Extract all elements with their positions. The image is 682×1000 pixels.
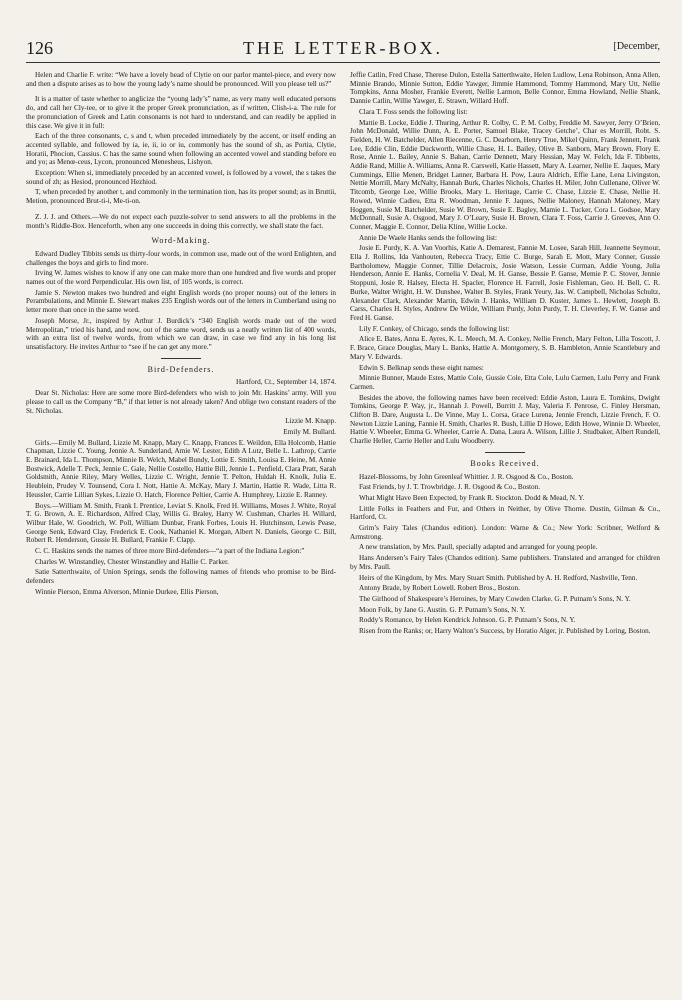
columns [26, 71, 660, 638]
book-entry: Little Folks in Feathers and Fur, and Others in Neither, by Olive Thorne. Dustin, Gilman & Co., Hartford, Ct. [350, 504, 660, 522]
paragraph: Besides the above, the following names have been received: Eddie Aston, Laura E. Tomkins, Dwight Tomkins, George P. Way, jr., Hannah J. Powell, Burritt J. May, Valeria F. Penrose, C. Finley Hersman, Clifton B. Dare, Augusta L. De Vinne, May L. Corsa, Grace Lurena, Jennie French, Lizzie French, F. O. Newton Lizzie Laning, Fannie H. Smith, Charles R. Bush, Lillie D Howe, Edith Howe, Winnie D. Wheeler, Hattie V. Wheeler, Emma G. Wheeler, Carrie A. Dana, Laura A. Wilson, Lillie J. Studbaker, Albert Rundell, Charlie Heller, Carrie Heller and Lulu Woodberry. [350, 393, 660, 446]
paragraph: Clara T. Foss sends the following list: [359, 107, 468, 116]
book-entry: Grim’s Fairy Tales (Chandos edition). London: Warne & Co.; New York: Scribner, Welford & Armstrong. [350, 524, 660, 541]
section-heading-books-received: Books Received. [470, 458, 540, 468]
signature: Lizzie M. Knapp. [285, 417, 336, 426]
paragraph: Jeffie Catlin, Fred Chase, Therese Dulon, Estella Satterthwaite, Helen Ludlow, Lena Robinson, Anna Allen, Minnie Brando, Minnie Sutton, Eddie Yawger, Jimmie Hammond, Tommy Hammond, Mary Utt, Nellie Tompkins, Anna Mosher, Frankie Everett, Nellie Larmon, Belle Connor, Emma Howland, Nellie Shank, Dannie Catlin, Willie Yawger, E. Strawn, Willard Hoff. [350, 71, 660, 106]
paragraph: Irving W. James wishes to know if any one can make more than one hundred and five words and proper names out of the word Perpendicular. His own list, of 105 words, is correct. [26, 269, 336, 287]
paragraph: Charles W. Winstandley, Chester Winstandley and Hallie C. Parker. [35, 557, 229, 566]
left-column [26, 71, 336, 638]
paragraph: Josie E. Purdy, K. A. Van Voorhis, Katie A. Demarest, Fannie M. Losee, Sarah Hill, Jeannette Seymour, Ella J. Rollins, Ida Vanhouten, Rebecca Tracy, Ettie C. Burge, Sarah E. Mott, Mary Conner, Gussie Bartholomew, Maggie Conner, Tillie Delacroix, Josie Watson, Lessie Curman, Addie Young, Julia Henderson, Annie E. Hanks, Cornelia V. Deal, M. H. Ganse, Bessie P. Ganse, Memie P. C. Stover, Jennie Stoppuni, Josie R. Halsey, Electa H. Spacler, Florence H. Farrell, Josie Fishleman, Geo. H. Bell, C. R. Burke, Walter Wright, H. W. Dunshee, Walter B. Styles, Frank Yeury, Jas. W. Campbell, Nicholas Schultz, Alexander Clark, Alexander Martin, Edwin J. Hanks, William D. Kuster, James L. Hewlett, Joseph B. Carss, Charles H. Styles, Andrew De Wilde, William Purdy, John Purdy, T. H. Cleverley, F. W. Ganse and Fred H. Ganse. [350, 244, 660, 322]
signature: Emily M. Bullard. [283, 427, 336, 436]
paragraph: Edward Dudley Tibbits sends us thirty-four words, in common use, made out of the word Enlighten, and challenges the boys and girls to find more. [26, 249, 336, 267]
paragraph: Minnie Bunner, Maude Estes, Mattie Cole, Gussie Cole, Etta Cole, Lulu Carmen, Lulu Perry and Frank Carmen. [350, 374, 660, 391]
paragraph: Lily F. Conkey, of Chicago, sends the following list: [359, 324, 510, 333]
book-entry: Moon Folk, by Jane G. Austin. G. P. Putnam’s Sons, N. Y. [359, 605, 526, 614]
paragraph: Annie De Waele Hanks sends the following list: [359, 233, 498, 242]
paragraph: Jamie S. Newton makes two hundred and eight English words (no proper nouns) out of the letters in Perambulations, and Minnie E. Stewart makes 235 English words out of the letters in Cumberland using no letter more than once in the same word. [26, 288, 336, 315]
book-entry: Heirs of the Kingdom, by Mrs. Mary Stuart Smith. Published by A. H. Redford, Nashville, Tenn. [359, 573, 638, 582]
book-entry: Hazel-Blossoms, by John Greenleaf Whittier. J. R. Osgood & Co., Boston. [359, 472, 574, 481]
paragraph: Helen and Charlie F. write: “We have a lovely head of Clytie on our parlor mantel-piece, and every now and then a dispute arises as to how the young lady’s name should be pronounced. Will you please tell us?” [26, 71, 336, 88]
divider [485, 452, 525, 453]
paragraph: Boys.—William M. Smith, Frank I. Prentice, Leviat S. Knolk, Fred H. Williams, Moses J. White, Royal T. G. Brown, A. E. Richardson, Alfred Clay, Willis G. Braley, Harry W. Cushman, Charles H. Willard, Wilbur Hale, W. Goodrich, W. Poll, William Dunbar, Frank Forbes, Louis H. Hutchinson, Lewis Pease, George Senk, Edward Clay, Frederick E. Cook, Nathaniel K. Morgan, Albert N. Daniels, George C. Bill, Robert R. Henderson, Gussie H. Bullard, Frankie F. Clapp. [26, 501, 336, 545]
paragraph: It is a matter of taste whether to anglicize the “young lady’s” name, as very many well educated persons do, and call her Cly-tee, or to give it the proper Greek pronunciation, as if written, Clish-i-a. The rule for the pronunciation of Greek and Latin consonants is not hard to understand, and can readily be applied in this case. We give it in full: [26, 95, 336, 130]
right-column [350, 71, 660, 638]
book-entry: Risen from the Ranks; or, Harry Walton’s Success, by Horatio Alger, jr. Published by Loring, Boston. [359, 627, 651, 636]
divider [161, 358, 201, 359]
letter-date: Hartford, Ct., September 14, 1874. [235, 378, 336, 387]
book-entry: The Girlhood of Shakespeare’s Heroines, by Mary Cowden Clarke. G. P. Putnam’s Sons, N. Y. [359, 594, 631, 603]
paragraph: Girls.—Emily M. Bullard, Lizzie M. Knapp, Mary C. Knapp, Frances E. Weildon, Ella Holcomb, Hattie Chapman, Lizzie C. Young, Jennie A. Sunderland, Amie W. Lester, Edith A Lutz, Belle L. Lathrop, Carrie E. Brainard, Ida L. Thompson, Minnie B. Welch, Mabel Bundy, Lottie E. Smith, Louisa E. Heine, M. Annie Bostwick, Adelle T. Peck, Jennie C. Gale, Nellie Costello, Hattie Bill, Jennie L. Penfield, Clara Pratt, Sarah Goldsmith, Annie Riley, Mary Welles, Lizzie C. Wright, Jennie T. Pelton, Huldah H. Knolk, Julia E. Heublein, Prudey V. Tounsend, Cora I. Nott, Hattie A. McKay, Mary J. Martin, Hattie R. Wade, Litta R. Heussler, Carrie Lillian Sykes, Lizzie O. Hatch, Florence Peltier, Carrie A. Humphrey, Lizzie E. Ranney. [26, 438, 336, 499]
book-entry: Hans Andersen’s Fairy Tales (Chandos edition). Same publishers. Translated and arranged for children by Mrs. Paull. [350, 554, 660, 571]
book-entry: A new translation, by Mrs. Paull, specially adapted and arranged for young people. [359, 543, 598, 552]
paragraph: Z. J. J. and Others.—We do not expect each puzzle-solver to send answers to all the problems in the month’s Riddle-Box. Henceforth, when any one succeeds in doing this correctly, we shall state the fact. [26, 212, 336, 230]
paragraph: Edwin S. Belknap sends these eight names: [359, 363, 484, 372]
paragraph: Joseph Morse, Jr., inspired by Arthur J. Burdick’s “340 English words made out of the word Metropolitan,” tried his hand, and now, out of the same word, sends us a neatly written list of 400 words, with an extra list of twelve words, from which we can draw, in case we find any in his long list unsatisfactory. He invites Arthur to “see if he can get any more.” [26, 316, 336, 351]
paragraph: Alice E. Bates, Anna E. Ayres, K. L. Meech, M. A. Conkey, Nellie French, Mary Felton, Lilla Toscott, J. F. Brace, Grace Douglas, Mary L. Banks, Hattie A. Montgomery, S. B. Hambleton, Annie Scantlebury and Mary V. Edwards. [350, 335, 660, 361]
paragraph: Winnie Pierson, Emma Alverson, Minnie Durkee, Ellis Pierson, [35, 587, 219, 596]
paragraph: Exception: When si, immediately preceded by an accented vowel, is followed by a vowel, the s takes the sound of zh; as Hesiod, pronounced Hezhiod. [26, 169, 336, 186]
paragraph: T, when preceded by another t, and commonly in the termination tion, has its proper sound; as in Bruttii, Metion, pronounced Brut-ti-i, Me-ti-on. [26, 188, 336, 206]
page-number: 126 [26, 38, 53, 58]
paragraph: Mattie B. Locke, Eddie J. Thuring, Arthur R. Colby, C. P. M. Colby, Freddie M. Sawyer, Jerry O’Brien, John McDonald, Willie Dunn, A. E. Porter, Samuel Blake, Tracey Getche’, Char es Morrill, Robt. S. Fielden, H. W. Batchelder, Allen Riecenne, G. C. Dearborn, Henry True, Mikel Quinn, Frank Jennett, Frank Lee, Eddie Clin, Eddie Duckworth, Willie Chase, H. L. Bailey, Olive B. Sanborn, Mary Brown, Flory E. Rose, Annie L. Bailey, Annie S. Bahan, Carrie Dennett, Mary Hessian, May W. Felch, Ida F. Tibbetts, Addie Rand, Millie A. Williams, Anna R. Carswell, Katie Hassett, Mary A. Learner, Nellie E. Jaques, Mary Cummings, Ellie Menen, Bridget Lanner, Barbara H. Pow, Laura Aldrich, Effie Lane, Lena Livingston, Nettie Morrill, Mary McNalty, Hannah Burk, Charles Nichols, Charles H. Miler, John Cullenane, Oliver W. Titcomb, George Lee, Willie Brooks, Mary L. Heritage, Carrie C. Chase, Lizzie E. Chase, Nellie H. Rowed, Winnie Cadieu, Etta R. Woodman, Jennie F. Jaques, Nellie Maloney, Hannah Maloney, Mary Hoggen, Susie M. Batchelder, Susie W. Brown, Susie E. Bagley, Mamie L. Tucker, Cora L. Godsoe, Mary McDonnall, Susie A. Osgood, Mary J. O’Leary, Susie H. Brown, Clara T. Foss, Carrie J. Greeves, Ann O. Conner, Maggie E. Connor, Delia Kline, Willie Locke. [350, 118, 660, 231]
paragraph: Each of the three consonants, c, s and t, when preceded immediately by the accent, or itself ending an accented syllable, and followed by ia, ie, ii, io or iu, commonly has the sound of sh, as Portia, Clytie, Horatii, Phocion, Cassius. C has the same sound when following an accented vowel and standing before eu and yo; as Menœ-ceus, Lycon, pronounced Menesheus, Lishyon. [26, 132, 336, 167]
book-entry: Antony Brade, by Robert Lowell. Robert Bros., Boston. [359, 584, 520, 593]
running-title: THE LETTER-BOX. [243, 38, 443, 58]
paragraph: Dear St. Nicholas: Here are some more Bird-defenders who wish to join Mr. Haskins’ army. Will you please to call us the Company “B,” if that letter is not already taken? And oblige two constant readers of the St. Nicholas. [26, 389, 336, 415]
book-entry: What Might Have Been Expected, by Frank R. Stockton. Dodd & Mead, N. Y. [359, 493, 585, 502]
page-header [26, 38, 660, 63]
paragraph: Satie Satterthwaite, of Union Springs, sends the following names of friends who promise to be Bird-defenders [26, 568, 336, 586]
paragraph: C. C. Haskins sends the names of three more Bird-defenders—“a part of the Indiana Legion:” [35, 547, 305, 556]
section-heading-bird-defenders: Bird-Defenders. [147, 364, 215, 374]
section-heading-word-making: Word-Making. [151, 236, 211, 246]
running-month: [December, [613, 41, 660, 52]
book-entry: Roddy’s Romance, by Helen Kendrick Johnson. G. P. Putnam’s Sons, N. Y. [359, 616, 576, 625]
book-entry: Fast Friends, by J. T. Trowbridge. J. R. Osgood & Co., Boston. [359, 483, 541, 492]
